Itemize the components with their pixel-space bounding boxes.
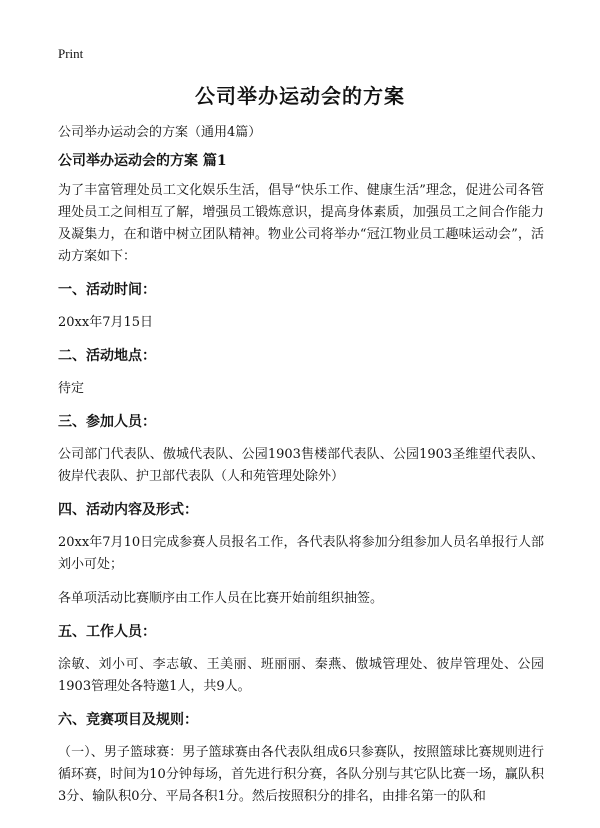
document-title: 公司举办运动会的方案 xyxy=(195,84,405,108)
section-title: 公司举办运动会的方案 篇1 xyxy=(58,153,227,169)
content-paragraph-2: 各单项活动比赛顺序由工作人员在比赛开始前组织抽签。 xyxy=(58,591,384,606)
heading-rules: 六、竞赛项目及规则： xyxy=(58,712,198,728)
heading-content: 四、活动内容及形式： xyxy=(58,502,198,518)
content-paragraph-1: 20xx年7月10日完成参赛人员报名工作，各代表队将参加分组参加人员名单报行人部刘小可处； xyxy=(58,535,544,572)
time-paragraph: 20xx年7月15日 xyxy=(58,315,154,330)
document-subtitle: 公司举办运动会的方案（通用4篇） xyxy=(58,125,262,140)
heading-people: 三、参加人员： xyxy=(58,414,156,430)
heading-time: 一、活动时间： xyxy=(58,282,156,298)
staff-paragraph: 涂敏、刘小可、李志敏、王美丽、班丽丽、秦燕、傲城管理处、彼岸管理处、公园1903管理处各特邀1人，共9人。 xyxy=(58,657,544,694)
document-body xyxy=(58,151,544,808)
rules-paragraph-1: （一）、男子篮球赛：男子篮球赛由各代表队组成6只参赛队，按照篮球比赛规则进行循环赛，时间为10分钟每场，首先进行积分赛，各队分别与其它队比赛一场，赢队积3分、输队积0分、平局各积1分。然后按照积分的排名，由排名第一的队和 xyxy=(58,745,544,804)
print-link[interactable]: Print xyxy=(58,46,84,61)
intro-paragraph: 为了丰富管理处员工文化娱乐生活，倡导“快乐工作、健康生活”理念，促进公司各管理处员工之间相互了解，增强员工锻炼意识，提高身体素质，加强员工之间合作能力及凝集力，在和谐中树立团队精神。物业公司将举办“冠江物业员工趣味运动会”，活动方案如下： xyxy=(58,183,544,264)
heading-staff: 五、工作人员： xyxy=(58,624,156,640)
place-paragraph: 待定 xyxy=(58,381,85,396)
people-paragraph: 公司部门代表队、傲城代表队、公园1903售楼部代表队、公园1903圣维望代表队、彼岸代表队、护卫部代表队（人和苑管理处除外） xyxy=(58,447,544,484)
heading-place: 二、活动地点： xyxy=(58,348,156,364)
